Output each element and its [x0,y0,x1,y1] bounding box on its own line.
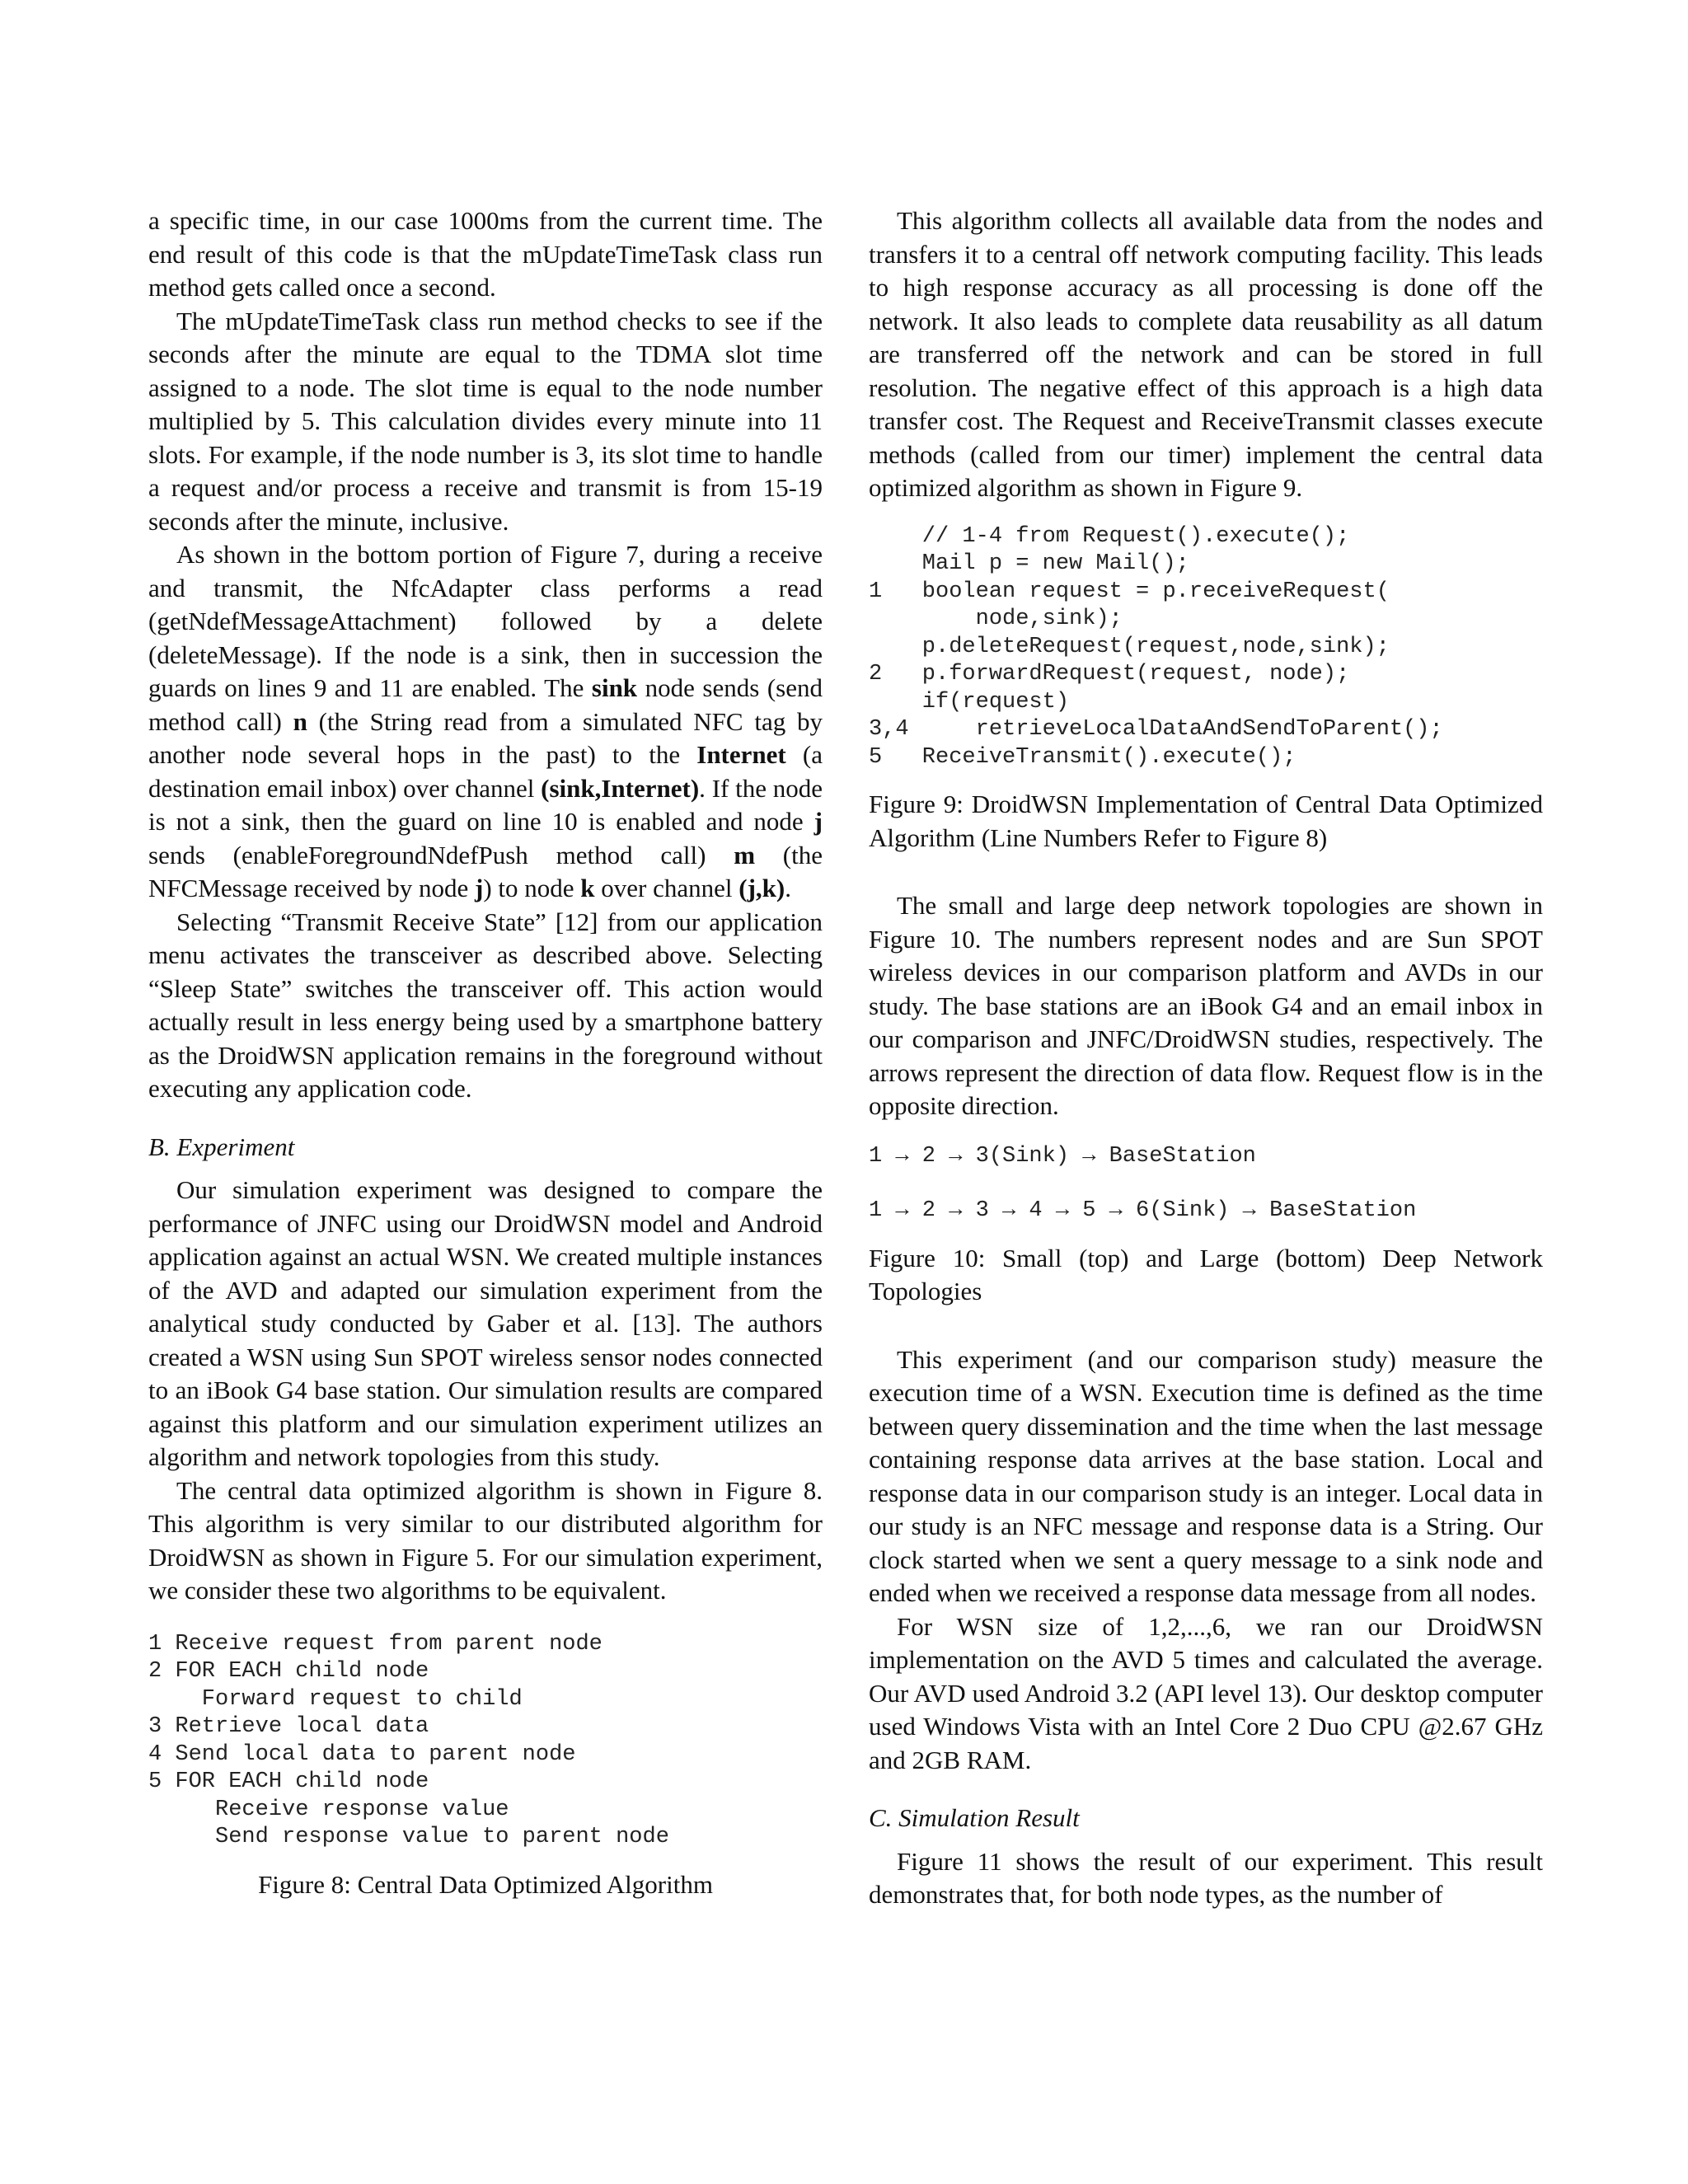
figure-9-caption: Figure 9: DroidWSN Implementation of Central Data Optimized Algorithm (Line Numbers Refer to Figure 8) [869,790,1543,852]
p3-text-f: sends (enableForegroundNdefPush method call) [148,840,734,869]
figure-8-caption: Figure 8: Central Data Optimized Algorithm [258,1869,713,1899]
p3-text-h: ) to node [483,874,581,902]
topology-small: 1 → 2 → 3(Sink) → BaseStation [869,1143,1256,1169]
p3-text-c: (the String read from a simulated NFC tag by another node several hops in the past) to the [148,706,823,769]
right-paragraph-3: This experiment (and our comparison study) measure the execution time of a WSN. Execution time is defined as the time between query dissemination and the time when the last message containing response data arrives at the base station. Local and response data in our comparison study is an integer. Local data in our study is an NFC message and response data is a String. Our clock started when we sent a query message to a sink node and ended when we received a response data message from all nodes. [869,1344,1543,1607]
figure-10-topologies [869,1143,1543,1226]
left-paragraph-6: The central data optimized algorithm is shown in Figure 8. This algorithm is very similar to our distributed algorithm for DroidWSN as shown in Figure 5. For our simulation experiment, we consider these two algorithms to be equivalent. [148,1475,823,1605]
p3-bold-k: k [580,874,595,902]
left-paragraph-4: Selecting “Transmit Receive State” [12] from our application menu activates the transceiver as described above. Selecting “Sleep State” switches the transceiver off. This action would actually result in less energy being used by a smartphone battery as the DroidWSN application remains in the foreground without executing any application code. [148,907,823,1103]
section-heading-b: B. Experiment [148,1132,295,1161]
figure-9-code: // 1-4 from Request().execute(); Mail p = new Mail(); 1 boolean request = p.receiveRequest( node,sink); p.deleteRequest(request,node,sink); 2 p.forwardRequest(request, node); if(request) 3,4 retrieveLocalDataAndSendToParent(); 5 ReceiveTransmit().execute(); [869,523,1443,770]
p3-bold-sink: sink [591,673,638,702]
left-paragraph-2: The mUpdateTimeTask class run method checks to see if the seconds after the minute are equal to the TDMA slot time assigned to a node. The slot time is equal to the node number multiplied by 5. This calculation divides every minute into 11 slots. For example, if the node number is 3, its slot time to handle a request and/or process a receive and transmit is from 15-19 seconds after the minute, inclusive. [148,306,823,536]
left-paragraph-5: Our simulation experiment was designed to compare the performance of JNFC using our DroidWSN model and Android application against an actual WSN. We created multiple instances of the AVD and adapted our simulation experiment from the analytical study conducted by Gaber et al. [13]. The authors created a WSN using Sun SPOT wireless sensor nodes connected to an iBook G4 base station. Our simulation results are compared against this platform and our simulation experiment utilizes an algorithm and network topologies from this study. [148,1175,823,1471]
figure-8-algorithm: 1 Receive request from parent node 2 FOR EACH child node Forward request to child 3 Retrieve local data 4 Send local data to parent node 5 FOR EACH child node Receive response value Send response value to parent node [148,1631,669,1849]
p3-bold-internet: Internet [696,740,786,769]
figure-10-caption: Figure 10: Small (top) and Large (bottom) Deep Network Topologies [869,1243,1543,1305]
p3-text-d: (a destination email inbox) over channel [148,740,823,803]
p3-text-a: As shown in the bottom portion of Figure 7, during a receive and transmit, the NfcAdapter class performs a read (getNdefMessageAttachment) followed by a delete (deleteMessage). If the node is a sink, then in succession the guards on lines 9 and 11 are enabled. The [148,540,823,702]
left-column [148,204,823,1901]
right-paragraph-2: The small and large deep network topologies are shown in Figure 10. The numbers represent nodes and are Sun SPOT wireless devices in our comparison platform and AVDs in our study. The base stations are an iBook G4 and an email inbox in our comparison and JNFC/DroidWSN studies, respectively. The arrows represent the direction of data flow. Request flow is in the opposite direction. [869,891,1543,1120]
right-paragraph-1: This algorithm collects all available data from the nodes and transfers it to a central off network computing facility. This leads to high response accuracy as all processing is done off the network. It also leads to complete data reusability as all datum are transferred off the network and can be stored in full resolution. The negative effect of this approach is a high data transfer cost. The Request and ReceiveTransmit classes execute methods (called from our timer) implement the central data optimized algorithm as shown in Figure 9. [869,206,1543,502]
p3-bold-j2: j [475,874,484,902]
topology-large: 1 → 2 → 3 → 4 → 5 → 6(Sink) → BaseStation [869,1198,1417,1223]
right-column [869,204,1543,1912]
p3-bold-m: m [734,840,756,869]
p3-text-end: . [785,874,791,902]
p3-text-e: . If the node is not a sink, then the guard on line 10 is enabled and node [148,773,823,836]
section-heading-c: C. Simulation Result [869,1803,1080,1832]
p3-text-i: over channel [594,874,739,902]
left-paragraph-1: a specific time, in our case 1000ms from the current time. The end result of this code is that the mUpdateTimeTask class run method gets called once a second. [148,206,823,302]
p3-bold-j1: j [814,807,823,836]
p3-bold-n: n [293,706,307,736]
p3-bold-sinkinternet: (sink,Internet) [541,773,700,803]
p3-text-g: (the NFCMessage received by node [148,840,823,902]
p3-bold-jk: (j,k) [738,874,785,902]
left-paragraph-3 [148,538,823,906]
right-paragraph-4: For WSN size of 1,2,...,6, we ran our DroidWSN implementation on the AVD 5 times and calculated the average. Our AVD used Android 3.2 (API level 13). Our desktop computer used Windows Vista with an Intel Core 2 Duo CPU @2.67 GHz and 2GB RAM. [869,1611,1543,1774]
p3-text-b: node sends (send method call) [148,673,823,736]
right-paragraph-5: Figure 11 shows the result of our experiment. This result demonstrates that, for both node types, as the number of [869,1846,1543,1909]
